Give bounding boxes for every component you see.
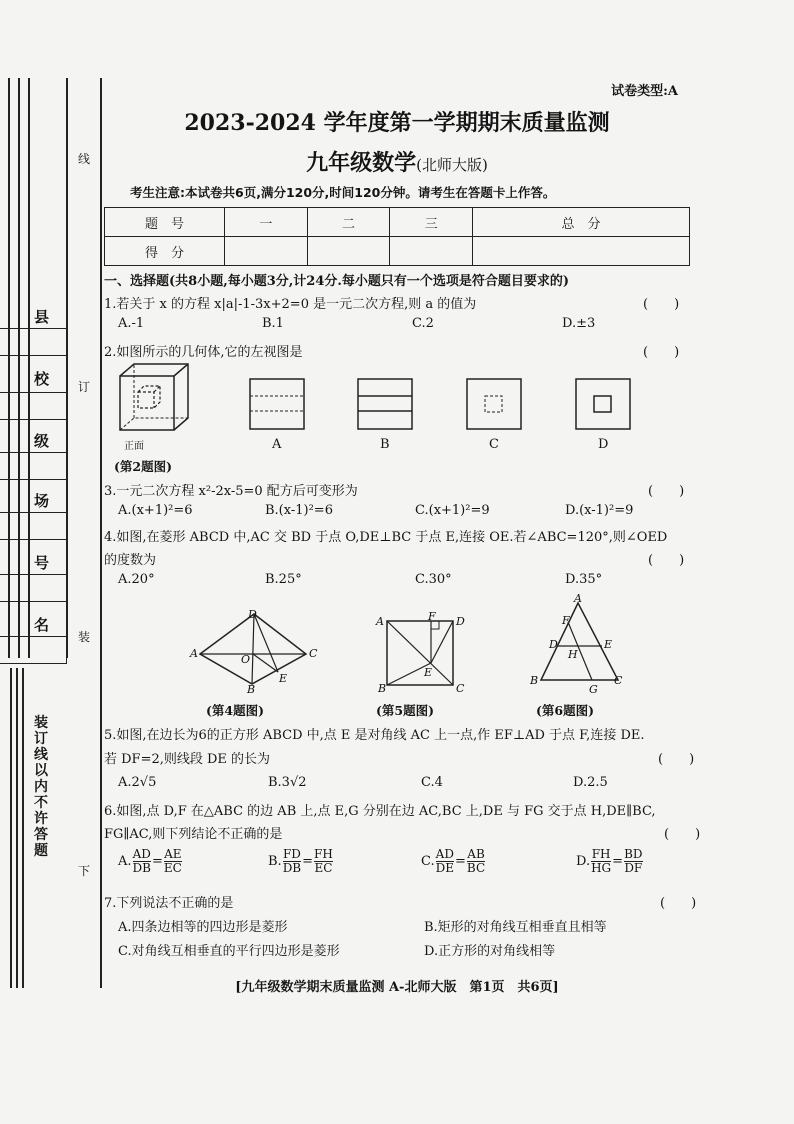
fig4-label-b: B — [247, 683, 256, 696]
q7-option-a: A.四条边相等的四边形是菱形 — [118, 920, 288, 935]
q5-option-d: D.2.5 — [573, 775, 608, 790]
denominator: EC — [314, 861, 333, 875]
fig4-label-c: C — [309, 647, 318, 660]
denominator: DB — [132, 861, 151, 875]
fig5-caption: (第5题图) — [376, 703, 435, 718]
fig5-label-b: B — [378, 682, 387, 695]
numerator: BD — [624, 847, 643, 861]
option-letter: B. — [268, 854, 282, 869]
q4-option-c: C.30° — [415, 572, 452, 587]
option-letter: D. — [576, 854, 591, 869]
subtitle-edition: (北师大版) — [416, 156, 488, 174]
q2-label-a: A — [272, 437, 282, 452]
question-6-stem-2: FG∥AC,则下列结论不正确的是 — [104, 827, 283, 842]
fig5-label-f: F — [428, 610, 436, 623]
score-cell — [473, 237, 690, 266]
paper-type: 试卷类型:A — [611, 84, 678, 99]
fig4-label-e: E — [279, 672, 288, 685]
fig5-label-a: A — [376, 615, 384, 628]
q1-option-c: C.2 — [412, 316, 434, 331]
q4-option-a: A.20° — [118, 572, 155, 587]
question-6-stem-1: 6.如图,点 D,F 在△ABC 的边 AB 上,点 E,G 分别在边 AC,BC 上,DE 与 FG 交于点 H,DE∥BC, — [104, 804, 656, 819]
equals: = — [302, 854, 314, 869]
option-letter: A. — [118, 854, 132, 869]
score-row-label: 得 分 — [105, 237, 225, 266]
binding-char-below: 下 — [78, 864, 91, 878]
q2-caption: (第2题图) — [114, 459, 173, 474]
subtitle-main: 九年级数学 — [306, 150, 417, 176]
numerator: FD — [282, 847, 301, 861]
q2-view-d — [575, 378, 631, 430]
fraction — [164, 848, 182, 875]
score-cell — [390, 237, 473, 266]
numerator: AD — [435, 847, 454, 861]
numerator: FH — [591, 847, 611, 861]
field-county-label: 县 — [34, 308, 50, 326]
q3-option-a: A.(x+1)²=6 — [118, 503, 193, 518]
q2-solid-figure — [114, 362, 194, 436]
score-table — [104, 207, 690, 266]
figure-4-rhombus — [200, 614, 310, 680]
score-header-2: 二 — [307, 208, 390, 237]
denominator: HG — [591, 861, 612, 875]
q3-option-c: C.(x+1)²=9 — [415, 503, 490, 518]
fraction — [133, 848, 151, 875]
denominator: DE — [435, 861, 455, 875]
binding-char-order: 订 — [78, 380, 91, 394]
q2-view-b — [357, 378, 413, 430]
section-heading: 一、选择题(共8小题,每小题3分,计24分.每小题只有一个选项是符合题目要求的) — [104, 274, 570, 289]
field-school-box — [0, 392, 67, 420]
q5-option-b: B.3√2 — [268, 775, 307, 790]
question-7-stem: 7.下列说法不正确的是 — [104, 896, 234, 911]
field-room-box — [0, 512, 67, 540]
q6-option-b — [268, 848, 334, 875]
field-county-box — [0, 328, 67, 356]
denominator: DB — [282, 861, 302, 875]
q6-option-c — [421, 848, 486, 875]
q1-option-b: B.1 — [262, 316, 284, 331]
question-3-stem: 3.一元二次方程 x²-2x-5=0 配方后可变形为 — [104, 484, 358, 499]
fig4-label-d: D — [248, 608, 257, 621]
binding-char-line: 线 — [78, 152, 91, 166]
page-footer: [九年级数学期末质量监测 A-北师大版 第1页 共6页] — [235, 980, 559, 995]
answer-paren: ( ) — [658, 752, 695, 767]
equals: = — [455, 854, 466, 869]
q2-front-label: 正面 — [124, 441, 144, 452]
fig6-label-d: D — [549, 638, 558, 651]
answer-paren: ( ) — [643, 345, 680, 360]
question-4-stem-2: 的度数为 — [104, 553, 157, 568]
answer-paren: ( ) — [648, 553, 685, 568]
field-school-label: 校 — [34, 370, 50, 388]
fig5-label-e: E — [424, 666, 433, 679]
field-name-box — [0, 636, 67, 664]
fraction — [314, 848, 333, 875]
q1-option-a: A.-1 — [118, 316, 145, 331]
fig6-label-g: G — [589, 683, 598, 696]
question-2-stem: 2.如图所示的几何体,它的左视图是 — [104, 345, 303, 360]
numerator: FH — [314, 847, 333, 861]
q7-option-b: B.矩形的对角线互相垂直且相等 — [424, 920, 607, 935]
field-number-label: 号 — [34, 554, 50, 572]
q2-label-c: C — [489, 437, 499, 452]
fig6-label-f: F — [562, 614, 570, 627]
exam-subtitle — [0, 146, 794, 177]
q6-option-a — [118, 848, 183, 875]
denominator: BC — [466, 861, 486, 875]
field-number-box — [0, 574, 67, 602]
fraction — [283, 848, 301, 875]
q2-view-c — [466, 378, 522, 430]
q5-option-c: C.4 — [421, 775, 443, 790]
fig6-label-h: H — [568, 648, 578, 661]
fig4-caption: (第4题图) — [206, 703, 265, 718]
fig4-label-a: A — [190, 647, 198, 660]
field-class-label: 级 — [34, 432, 50, 450]
score-cell — [225, 237, 308, 266]
fig5-label-d: D — [456, 615, 465, 628]
question-1-stem: 1.若关于 x 的方程 x|a|-1-3x+2=0 是一元二次方程,则 a 的值为 — [104, 297, 477, 312]
field-name-label: 名 — [34, 616, 50, 634]
score-header-3: 三 — [390, 208, 473, 237]
q3-option-d: D.(x-1)²=9 — [565, 503, 634, 518]
fraction — [591, 848, 611, 875]
q2-label-d: D — [598, 437, 609, 452]
fig6-label-e: E — [604, 638, 613, 651]
binding-notice: 装订线以内不许答题 — [34, 715, 48, 859]
equals: = — [151, 854, 163, 869]
q3-option-b: B.(x-1)²=6 — [265, 503, 333, 518]
fraction — [436, 848, 454, 875]
score-header-1: 一 — [225, 208, 308, 237]
q2-view-a — [249, 378, 305, 430]
fig6-caption: (第6题图) — [536, 703, 595, 718]
fig6-label-c: C — [614, 674, 623, 687]
q4-option-b: B.25° — [265, 572, 302, 587]
answer-paren: ( ) — [643, 297, 680, 312]
q4-option-d: D.35° — [565, 572, 603, 587]
equals: = — [612, 854, 624, 869]
score-header-label: 题 号 — [105, 208, 225, 237]
fig6-label-a: A — [574, 592, 582, 605]
binding-stripes — [10, 668, 28, 988]
binding-line — [100, 78, 102, 988]
fig5-label-c: C — [456, 682, 465, 695]
binding-char-bind: 装 — [78, 630, 91, 644]
q5-option-a: A.2√5 — [118, 775, 157, 790]
q6-option-d — [576, 848, 644, 875]
q7-option-d: D.正方形的对角线相等 — [424, 944, 556, 959]
exam-notice: 考生注意:本试卷共6页,满分120分,时间120分钟。请考生在答题卡上作答。 — [130, 185, 556, 200]
question-4-stem-1: 4.如图,在菱形 ABCD 中,AC 交 BD 于点 O,DE⊥BC 于点 E,连接 OE.若∠ABC=120°,则∠OED — [104, 530, 668, 545]
score-cell — [307, 237, 390, 266]
q1-option-d: D.±3 — [562, 316, 596, 331]
numerator: AB — [467, 847, 485, 861]
question-5-stem-1: 5.如图,在边长为6的正方形 ABCD 中,点 E 是对角线 AC 上一点,作 EF⊥AD 于点 F,连接 DE. — [104, 728, 645, 743]
field-class-box — [0, 452, 67, 480]
field-room-label: 场 — [34, 492, 50, 510]
fig4-label-o: O — [241, 653, 251, 666]
answer-paren: ( ) — [660, 896, 697, 911]
denominator: DF — [624, 861, 643, 875]
numerator: AE — [164, 847, 182, 861]
exam-title: 2023-2024 学年度第一学期期末质量监测 — [184, 110, 610, 136]
fig6-label-b: B — [530, 674, 539, 687]
q2-label-b: B — [380, 437, 390, 452]
q7-option-c: C.对角线互相垂直的平行四边形是菱形 — [118, 944, 340, 959]
numerator: AD — [132, 847, 151, 861]
figure-5-square — [386, 620, 454, 686]
answer-paren: ( ) — [648, 484, 685, 499]
answer-paren: ( ) — [664, 827, 701, 842]
fraction — [467, 848, 485, 875]
score-header-total: 总 分 — [473, 208, 690, 237]
denominator: EC — [163, 861, 182, 875]
option-letter: C. — [421, 854, 435, 869]
fraction — [624, 848, 642, 875]
question-5-stem-2: 若 DF=2,则线段 DE 的长为 — [104, 752, 271, 767]
